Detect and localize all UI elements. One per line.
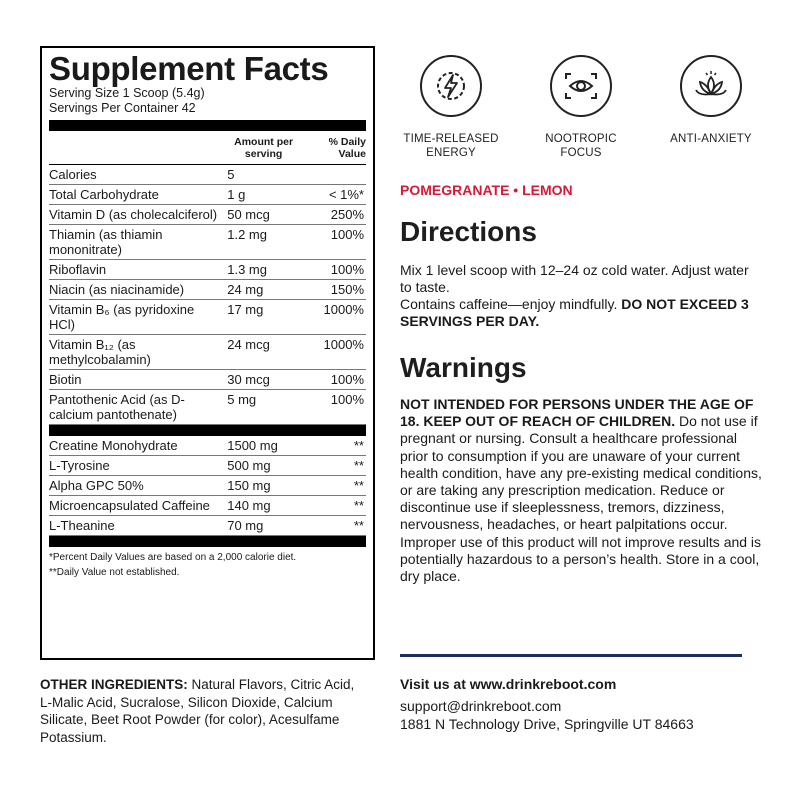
facts-row bbox=[49, 456, 366, 476]
caffeine-note: Contains caffeine—enjoy mindfully. bbox=[400, 296, 622, 312]
nutrient-name: Total Carbohydrate bbox=[49, 187, 159, 202]
nutrient-daily-value: 1000% bbox=[323, 337, 364, 352]
directions-mixing: Mix 1 level scoop with 12–24 oz cold water. Adjust water to taste. bbox=[400, 262, 749, 295]
nutrient-amount: 500 mg bbox=[227, 458, 271, 473]
benefit-label: NOOTROPIC FOCUS bbox=[545, 133, 617, 159]
footnote-dv: *Percent Daily Values are based on a 2,000 calorie diet. bbox=[49, 552, 297, 563]
supplement-facts-panel bbox=[40, 46, 375, 660]
directions-text bbox=[400, 262, 760, 330]
facts-row bbox=[49, 205, 366, 225]
nutrient-daily-value: 100% bbox=[330, 392, 364, 407]
flavor-name: POMEGRANATE • LEMON bbox=[400, 182, 573, 198]
nutrient-amount: 5 mg bbox=[227, 392, 257, 407]
nutrient-daily-value: 100% bbox=[330, 227, 364, 242]
facts-row bbox=[49, 370, 366, 390]
nutrient-name: Thiamin (as thiamin mononitrate) bbox=[49, 227, 163, 257]
amount-header: Amount per serving bbox=[234, 135, 294, 160]
other-ingredients-text: Natural Flavors, Citric Acid, L-Malic Acid, Sucralose, Silicon Dioxide, Calcium Silicate, Beet Root Powder (for color), Acesulfame Potassium. bbox=[40, 677, 355, 745]
servings-per-container: Servings Per Container 42 bbox=[49, 101, 196, 115]
benefit-anti-anxiety bbox=[656, 55, 766, 160]
facts-header-row bbox=[49, 131, 366, 165]
company-address: 1881 N Technology Drive, Springville UT 84663 bbox=[400, 715, 694, 732]
divider-bar bbox=[49, 425, 366, 436]
eye-focus-icon bbox=[550, 55, 612, 117]
benefit-nootropic-focus bbox=[526, 55, 636, 160]
nutrient-amount: 140 mg bbox=[227, 498, 271, 513]
serving-size: Serving Size 1 Scoop (5.4g) bbox=[49, 86, 205, 100]
nutrient-daily-value: < 1%* bbox=[328, 187, 364, 202]
other-ingredients bbox=[40, 676, 370, 746]
nutrient-amount: 1.3 mg bbox=[227, 262, 267, 277]
nutrient-daily-value: 100% bbox=[330, 372, 364, 387]
nutrient-rows bbox=[49, 165, 366, 425]
max-servings-warning: DO NOT EXCEED 3 SERVINGS PER DAY. bbox=[400, 296, 749, 329]
nutrient-name: Pantothenic Acid (as D-calcium pantothenate) bbox=[49, 392, 185, 422]
nutrient-name: Alpha GPC 50% bbox=[49, 478, 144, 493]
facts-row bbox=[49, 280, 366, 300]
benefit-time-released-energy bbox=[396, 55, 506, 160]
benefit-label: ANTI-ANXIETY bbox=[670, 133, 752, 145]
facts-row bbox=[49, 496, 366, 516]
ingredient-rows bbox=[49, 436, 366, 536]
facts-row bbox=[49, 436, 366, 456]
directions-heading: Directions bbox=[400, 216, 537, 247]
nutrient-daily-value: 250% bbox=[330, 207, 364, 222]
facts-row bbox=[49, 185, 366, 205]
nutrient-daily-value: ** bbox=[353, 478, 364, 493]
nutrient-name: Vitamin D (as cholecalciferol) bbox=[49, 207, 218, 222]
facts-row bbox=[49, 335, 366, 370]
nutrient-name: Calories bbox=[49, 167, 97, 182]
benefit-label: TIME-RELEASED ENERGY bbox=[403, 133, 499, 159]
nutrient-name: Microencapsulated Caffeine bbox=[49, 498, 210, 513]
facts-row bbox=[49, 390, 366, 425]
nutrient-daily-value: ** bbox=[353, 458, 364, 473]
facts-row bbox=[49, 260, 366, 280]
divider-line bbox=[400, 654, 742, 657]
facts-row bbox=[49, 300, 366, 335]
nutrient-name: Riboflavin bbox=[49, 262, 107, 277]
nutrient-daily-value: ** bbox=[353, 498, 364, 513]
warnings-text bbox=[400, 396, 762, 585]
supplement-facts-title: Supplement Facts bbox=[49, 50, 329, 87]
contact-info bbox=[400, 698, 694, 733]
nutrient-amount: 17 mg bbox=[227, 302, 264, 317]
lotus-icon bbox=[680, 55, 742, 117]
nutrient-amount: 1500 mg bbox=[227, 438, 278, 453]
daily-value-header: % Daily Value bbox=[328, 135, 366, 160]
nutrient-name: Vitamin B₆ (as pyridoxine HCl) bbox=[49, 302, 195, 332]
divider-bar bbox=[49, 120, 366, 131]
nutrient-daily-value: ** bbox=[353, 518, 364, 533]
nutrient-daily-value: ** bbox=[353, 438, 364, 453]
footnote-not-established: **Daily Value not established. bbox=[49, 567, 180, 578]
nutrient-amount: 1 g bbox=[227, 187, 246, 202]
divider-bar bbox=[49, 536, 366, 547]
warnings-heading: Warnings bbox=[400, 352, 527, 383]
nutrient-amount: 24 mg bbox=[227, 282, 264, 297]
nutrient-amount: 1.2 mg bbox=[227, 227, 267, 242]
nutrient-amount: 5 bbox=[227, 167, 235, 182]
nutrient-amount: 70 mg bbox=[227, 518, 264, 533]
nutrient-name: Biotin bbox=[49, 372, 82, 387]
warnings-body: Do not use if pregnant or nursing. Consult a healthcare professional prior to consumption if you are unaware of your current health condition, have any pre-existing medical conditions, or are taking any prescription medication. Reduce or discontinue use if sleeplessness, tremors, dizziness, nervousness, headaches, or heart palpitations occur. Improper use of this product will not improve results and is potentially hazardous to a person’s health. Store in a cool, dry place. bbox=[400, 413, 762, 585]
facts-row bbox=[49, 165, 366, 185]
clock-lightning-icon bbox=[420, 55, 482, 117]
nutrient-name: Vitamin B₁₂ (as methylcobalamin) bbox=[49, 337, 151, 367]
other-ingredients-label: OTHER INGREDIENTS: bbox=[40, 677, 188, 692]
nutrient-daily-value bbox=[303, 167, 366, 182]
nutrient-name: Niacin (as niacinamide) bbox=[49, 282, 185, 297]
nutrient-name: L-Theanine bbox=[49, 518, 115, 533]
facts-row bbox=[49, 476, 366, 496]
support-email: support@drinkreboot.com bbox=[400, 698, 562, 714]
nutrient-name: Creatine Monohydrate bbox=[49, 438, 178, 453]
website-link: Visit us at www.drinkreboot.com bbox=[400, 676, 617, 692]
nutrient-amount: 150 mg bbox=[227, 478, 271, 493]
facts-row bbox=[49, 516, 366, 536]
nutrient-name: L-Tyrosine bbox=[49, 458, 110, 473]
warnings-bold: NOT INTENDED FOR PERSONS UNDER THE AGE OF 18. KEEP OUT OF REACH OF CHILDREN. bbox=[400, 396, 754, 430]
nutrient-daily-value: 150% bbox=[330, 282, 364, 297]
nutrient-daily-value: 100% bbox=[330, 262, 364, 277]
directions-caffeine bbox=[400, 296, 760, 330]
nutrient-amount: 50 mcg bbox=[227, 207, 270, 222]
benefit-icons bbox=[396, 55, 766, 160]
footnotes bbox=[49, 547, 366, 579]
nutrient-amount: 30 mcg bbox=[227, 372, 270, 387]
nutrient-daily-value: 1000% bbox=[323, 302, 364, 317]
nutrient-amount: 24 mcg bbox=[227, 337, 270, 352]
facts-row bbox=[49, 225, 366, 260]
